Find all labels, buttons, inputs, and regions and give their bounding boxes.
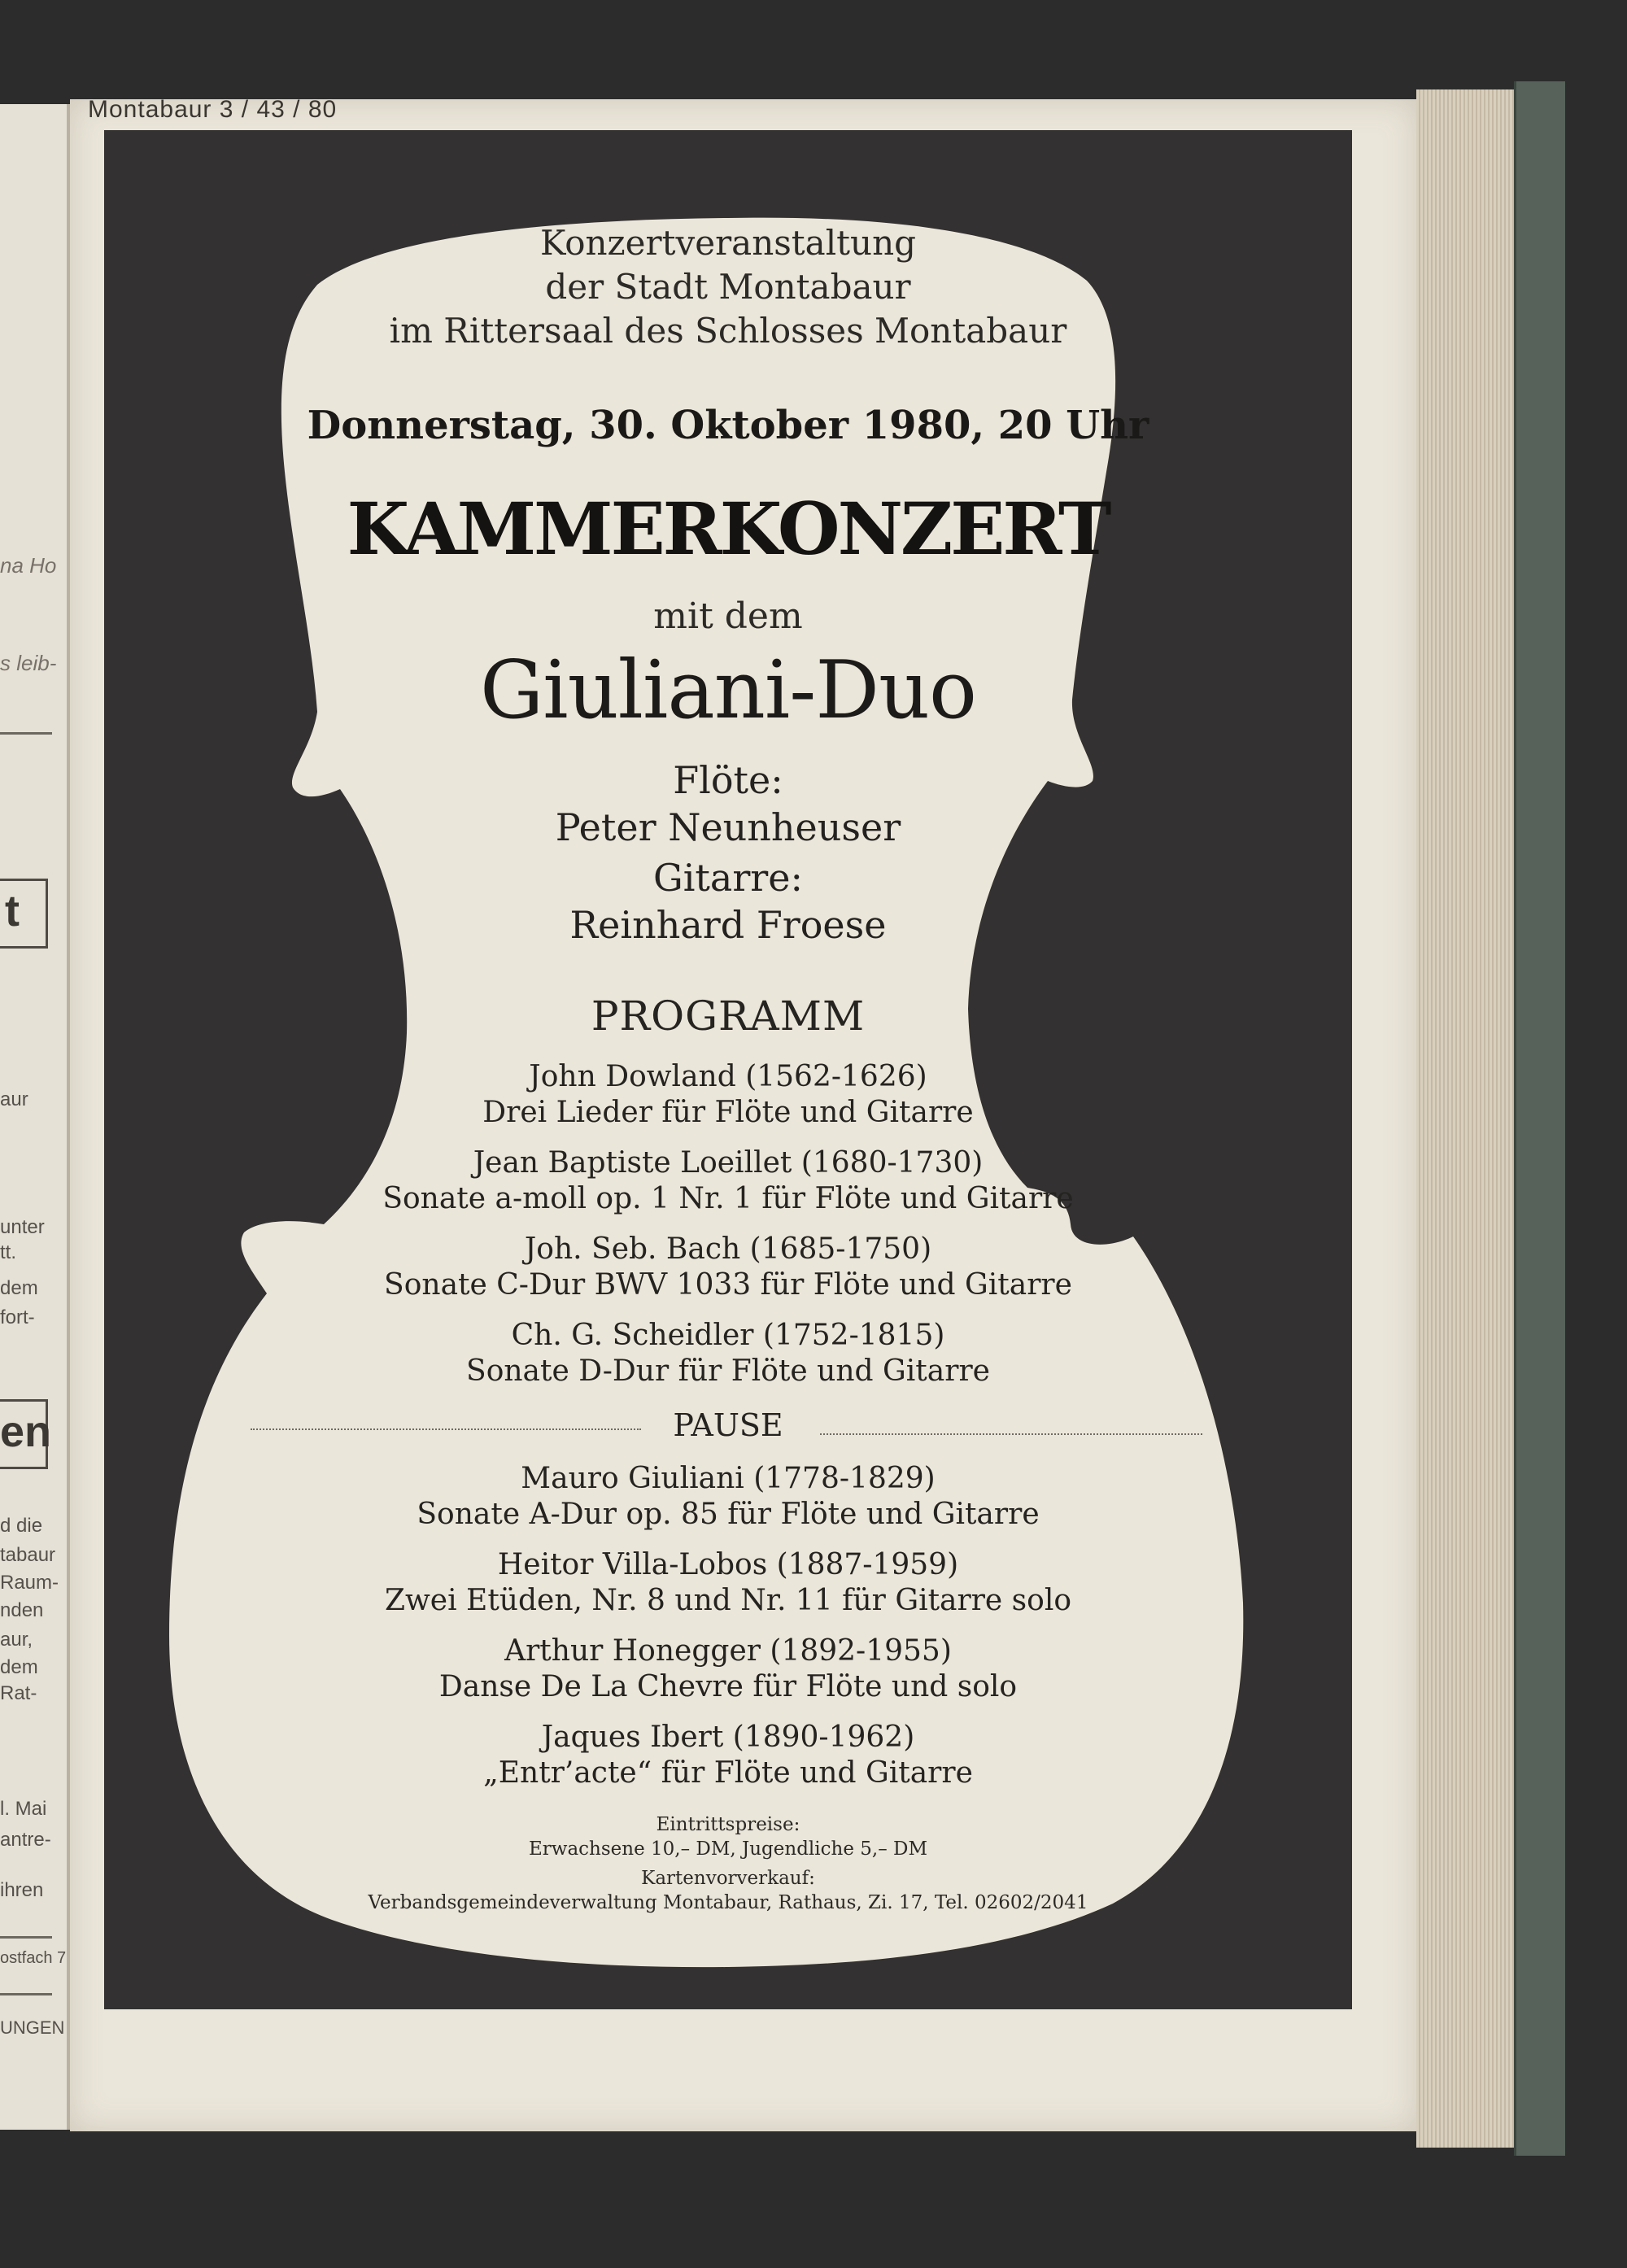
with-line: mit dem — [653, 595, 803, 637]
program-composer: Ch. G. Scheidler (1752-1815) — [511, 1319, 945, 1352]
program-work: Drei Lieder für Flöte und Gitarre — [482, 1096, 974, 1129]
organizer-line: im Rittersaal des Schlosses Montabaur — [389, 311, 1067, 351]
program-work: Sonate D-Dur für Flöte und Gitarre — [466, 1354, 990, 1388]
fragment-text: unter — [0, 1216, 45, 1238]
fragment-text: nden — [0, 1599, 44, 1621]
fragment-text: ihren — [0, 1879, 44, 1901]
program-work: Sonate a-moll op. 1 Nr. 1 für Flöte und Gitarre — [382, 1182, 1074, 1215]
fragment-text: l. Mai — [0, 1798, 47, 1820]
fragment-box — [0, 1399, 52, 1469]
organizer-line: Konzertveranstaltung — [539, 223, 917, 263]
program-composer: Jean Baptiste Loeillet (1680-1730) — [473, 1146, 984, 1180]
ensemble-name: Giuliani-Duo — [479, 644, 977, 737]
program-composer: Jaques Ibert (1890-1962) — [541, 1721, 915, 1754]
fragment-rule — [0, 732, 52, 735]
program-composer: Heitor Villa-Lobos (1887-1959) — [497, 1548, 959, 1581]
page-stack-edges — [1416, 89, 1514, 2148]
fragment-text: aur, — [0, 1629, 33, 1651]
fragment-text: Raum- — [0, 1572, 59, 1594]
program-work: Zwei Etüden, Nr. 8 und Nr. 11 für Gitarre solo — [384, 1584, 1072, 1617]
fragment-text: d die — [0, 1515, 43, 1537]
fragment-text: dem — [0, 1277, 38, 1299]
concert-advertisement — [104, 130, 1352, 2009]
program-work: „Entr’acte“ für Flöte und Gitarre — [483, 1756, 973, 1790]
presale-label: Kartenvorverkauf: — [641, 1868, 815, 1889]
fragment-text: tt. — [0, 1241, 17, 1263]
fragment-text: antre- — [0, 1829, 51, 1851]
pause-divider-right — [820, 1433, 1202, 1435]
performer-name: Peter Neunheuser — [555, 805, 901, 849]
fragment-text: en — [0, 1407, 52, 1456]
page-header: Montabaur 3 / 43 / 80 — [88, 96, 338, 123]
fragment-text: aur — [0, 1088, 28, 1110]
fragment-text: Rat- — [0, 1682, 37, 1704]
concert-date: Donnerstag, 30. Oktober 1980, 20 Uhr — [307, 403, 1149, 448]
program-work: Sonate C-Dur BWV 1033 für Flöte und Gitarre — [384, 1268, 1072, 1302]
pause-label: PAUSE — [673, 1407, 783, 1443]
program-composer: Arthur Honegger (1892-1955) — [504, 1634, 952, 1668]
fragment-rule — [0, 1993, 52, 1995]
program-composer: John Dowland (1562-1626) — [529, 1060, 927, 1093]
fragment-rule — [0, 1936, 52, 1939]
program-composer: Mauro Giuliani (1778-1829) — [521, 1462, 936, 1495]
performer-name: Reinhard Froese — [569, 903, 887, 947]
presale-text: Verbandsgemeindeverwaltung Montabaur, Rathaus, Zi. 17, Tel. 02602/2041 — [368, 1892, 1088, 1913]
fragment-text: na Ho — [0, 553, 57, 578]
program-heading: PROGRAMM — [591, 992, 866, 1040]
concert-title: KAMMERKONZERT — [347, 486, 1110, 571]
prices-text: Erwachsene 10,– DM, Jugendliche 5,– DM — [528, 1838, 927, 1860]
program-composer: Joh. Seb. Bach (1685-1750) — [524, 1232, 932, 1266]
program-work: Sonate A-Dur op. 85 für Flöte und Gitarre — [417, 1498, 1040, 1531]
organizer-line: der Stadt Montabaur — [545, 267, 911, 307]
fragment-text: t — [5, 887, 20, 936]
book-binding — [1514, 81, 1565, 2156]
fragment-text: s leib- — [0, 651, 57, 675]
performer-instrument: Flöte: — [673, 758, 783, 802]
prices-label: Eintrittspreise: — [656, 1814, 800, 1835]
previous-page-fragments — [0, 0, 67, 2268]
fragment-text: ostfach 7 — [0, 1949, 67, 1967]
fragment-text: UNGEN — [0, 2017, 65, 2038]
performer-instrument: Gitarre: — [652, 856, 804, 900]
fragment-text: dem — [0, 1656, 38, 1678]
fragment-text: tabaur — [0, 1544, 56, 1566]
program-work: Danse De La Chevre für Flöte und solo — [438, 1670, 1018, 1703]
fragment-box — [0, 879, 48, 949]
fragment-text: fort- — [0, 1306, 35, 1328]
